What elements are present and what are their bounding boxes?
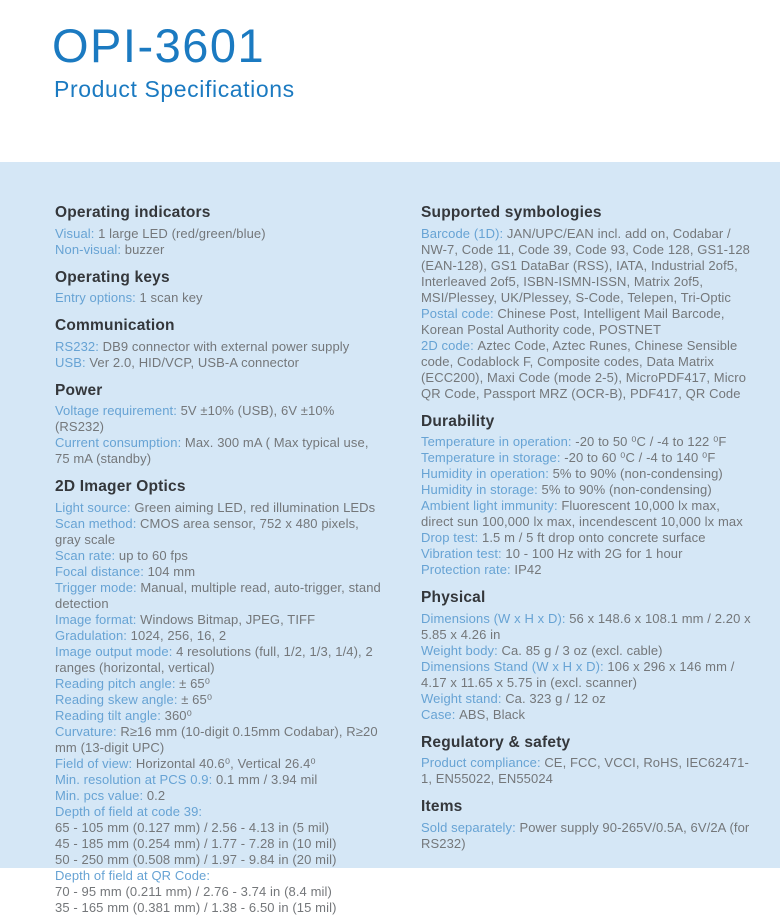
spec-label: Curvature: bbox=[55, 723, 117, 739]
spec-value: 5% to 90% (non-condensing) bbox=[552, 466, 723, 482]
spec-row bbox=[421, 546, 751, 562]
spec-row bbox=[55, 516, 385, 548]
spec-label: Visual: bbox=[55, 225, 95, 241]
spec-label: Weight stand: bbox=[421, 690, 502, 706]
spec-row bbox=[55, 628, 385, 644]
spec-row bbox=[55, 403, 385, 435]
spec-label: Image format: bbox=[55, 611, 137, 627]
spec-value: ± 65⁰ bbox=[181, 691, 213, 707]
spec-section bbox=[421, 734, 751, 788]
spec-panel bbox=[0, 162, 780, 915]
spec-value: Manual, multiple read, auto-trigger, stand detection bbox=[55, 579, 381, 611]
spec-value: 1024, 256, 16, 2 bbox=[130, 627, 227, 643]
spec-section bbox=[55, 204, 385, 258]
spec-section bbox=[421, 204, 751, 402]
spec-label: Product compliance: bbox=[421, 755, 541, 771]
spec-row bbox=[55, 548, 385, 564]
spec-label: Gradulation: bbox=[55, 627, 128, 643]
spec-row bbox=[55, 612, 385, 628]
spec-row bbox=[55, 852, 385, 868]
section-heading: Supported symbologies bbox=[421, 204, 602, 221]
spec-value: 0.2 bbox=[146, 787, 166, 803]
spec-row bbox=[421, 755, 751, 787]
spec-row bbox=[55, 644, 385, 676]
spec-value: 4 resolutions (full, 1/2, 1/3, 1/4), 2 ranges (horizontal, vertical) bbox=[55, 643, 373, 675]
spec-row bbox=[55, 772, 385, 788]
spec-row bbox=[421, 691, 751, 707]
spec-value: Ver 2.0, HID/VCP, USB-A connector bbox=[89, 354, 300, 370]
spec-value: Aztec Code, Aztec Runes, Chinese Sensible code, Codablock F, Composite codes, Data Matrix (ECC200), Maxi Code (mode 2-5), MicroPDF417, Micro QR Code, Passport MRZ (OCR-B), PDF417, QR Code bbox=[421, 337, 747, 401]
spec-value: Windows Bitmap, JPEG, TIFF bbox=[140, 611, 316, 627]
spec-row bbox=[421, 434, 751, 450]
spec-value: 5% to 90% (non-condensing) bbox=[541, 482, 712, 498]
spec-value: Power supply 90-265V/0.5A, 6V/2A (for RS232) bbox=[421, 819, 750, 851]
spec-row bbox=[421, 643, 751, 659]
spec-label: Trigger mode: bbox=[55, 579, 137, 595]
spec-row bbox=[421, 466, 751, 482]
spec-row bbox=[55, 756, 385, 772]
spec-label: Field of view: bbox=[55, 755, 133, 771]
spec-row bbox=[55, 836, 385, 852]
spec-label: Drop test: bbox=[421, 530, 479, 546]
section-heading: Regulatory & safety bbox=[421, 733, 571, 751]
spec-value: CE, FCC, VCCI, RoHS, IEC62471-1, EN55022, EN55024 bbox=[421, 755, 749, 787]
spec-row bbox=[55, 708, 385, 724]
spec-value: 106 x 296 x 146 mm / 4.17 x 11.65 x 5.75 in (excl. scanner) bbox=[421, 658, 735, 690]
spec-value: up to 60 fps bbox=[118, 547, 189, 563]
spec-label: Sold separately: bbox=[421, 819, 516, 835]
spec-row bbox=[421, 659, 751, 691]
spec-label: Dimensions Stand (W x H x D): bbox=[421, 658, 604, 674]
section-heading: Durability bbox=[421, 412, 495, 430]
spec-row bbox=[55, 290, 385, 306]
spec-section bbox=[55, 382, 385, 468]
spec-value: -20 to 60 ⁰C / -4 to 140 ⁰F bbox=[564, 450, 716, 466]
spec-row bbox=[421, 482, 751, 498]
spec-value: buzzer bbox=[124, 241, 165, 257]
spec-row bbox=[55, 339, 385, 355]
spec-row bbox=[421, 707, 751, 723]
spec-label: USB: bbox=[55, 354, 86, 370]
spec-row bbox=[55, 868, 385, 884]
spec-row bbox=[55, 564, 385, 580]
spec-value: Ca. 85 g / 3 oz (excl. cable) bbox=[501, 642, 663, 658]
spec-section bbox=[55, 269, 385, 307]
page-title: OPI-3601 bbox=[52, 19, 266, 72]
spec-row bbox=[55, 355, 385, 371]
spec-label: Light source: bbox=[55, 499, 131, 515]
spec-row bbox=[55, 580, 385, 612]
spec-label: Current consumption: bbox=[55, 435, 182, 451]
spec-label: Temperature in operation: bbox=[421, 434, 572, 450]
spec-value: 35 - 165 mm (0.381 mm) / 1.38 - 6.50 in (15 mil) bbox=[55, 899, 337, 915]
spec-row bbox=[421, 450, 751, 466]
spec-label: Min. pcs value: bbox=[55, 787, 144, 803]
section-heading: Communication bbox=[55, 317, 175, 335]
spec-label: Depth of field at QR Code: bbox=[55, 867, 211, 883]
spec-row bbox=[55, 900, 385, 916]
spec-row bbox=[421, 820, 751, 852]
section-heading: 2D Imager Optics bbox=[55, 478, 186, 496]
spec-value: Horizontal 40.6⁰, Vertical 26.4⁰ bbox=[135, 755, 316, 771]
spec-label: Reading pitch angle: bbox=[55, 675, 176, 691]
spec-row bbox=[421, 306, 751, 338]
spec-label: Protection rate: bbox=[421, 562, 511, 578]
spec-row bbox=[55, 884, 385, 900]
spec-label: Dimensions (W x H x D): bbox=[421, 610, 566, 626]
spec-row bbox=[421, 611, 751, 643]
spec-value: Green aiming LED, red illumination LEDs bbox=[134, 499, 376, 515]
spec-value: ABS, Black bbox=[459, 706, 526, 722]
spec-row bbox=[55, 435, 385, 467]
spec-value: 1 scan key bbox=[139, 290, 203, 306]
spec-label: RS232: bbox=[55, 338, 99, 354]
spec-label: Humidity in operation: bbox=[421, 466, 549, 482]
section-heading: Items bbox=[421, 798, 463, 816]
spec-label: Image output mode: bbox=[55, 643, 173, 659]
spec-label: Entry options: bbox=[55, 290, 136, 306]
spec-value: 1 large LED (red/green/blue) bbox=[98, 225, 266, 241]
spec-value: Max. 300 mA ( Max typical use, 75 mA (standby) bbox=[55, 435, 369, 467]
spec-value: 360⁰ bbox=[164, 707, 192, 723]
spec-row bbox=[421, 562, 751, 578]
spec-row bbox=[55, 724, 385, 756]
spec-row bbox=[55, 820, 385, 836]
spec-label: Reading tilt angle: bbox=[55, 707, 161, 723]
page-subtitle: Product Specifications bbox=[54, 76, 295, 103]
spec-value: 70 - 95 mm (0.211 mm) / 2.76 - 3.74 in (8.4 mil) bbox=[55, 883, 332, 899]
spec-label: Voltage requirement: bbox=[55, 403, 177, 419]
spec-label: Depth of field at code 39: bbox=[55, 803, 203, 819]
spec-value: 45 - 185 mm (0.254 mm) / 1.77 - 7.28 in (10 mil) bbox=[55, 835, 337, 851]
spec-row bbox=[55, 226, 385, 242]
spec-value: R≥16 mm (10-digit 0.15mm Codabar), R≥20 mm (13-digit UPC) bbox=[55, 723, 378, 755]
spec-row bbox=[55, 676, 385, 692]
spec-value: Fluorescent 10,000 lx max, direct sun 100,000 lx max, incendescent 10,000 lx max bbox=[421, 498, 743, 530]
spec-value: DB9 connector with external power supply bbox=[102, 338, 350, 354]
spec-value: 50 - 250 mm (0.508 mm) / 1.97 - 9.84 in (20 mil) bbox=[55, 851, 337, 867]
spec-value: 10 - 100 Hz with 2G for 1 hour bbox=[505, 546, 683, 562]
spec-label: Scan rate: bbox=[55, 547, 116, 563]
spec-row bbox=[421, 530, 751, 546]
spec-value: -20 to 50 ⁰C / -4 to 122 ⁰F bbox=[575, 434, 727, 450]
section-heading: Operating keys bbox=[55, 268, 170, 286]
spec-value: IP42 bbox=[514, 562, 542, 578]
spec-value: 65 - 105 mm (0.127 mm) / 2.56 - 4.13 in (5 mil) bbox=[55, 819, 330, 835]
spec-label: Vibration test: bbox=[421, 546, 502, 562]
spec-label: Weight body: bbox=[421, 642, 498, 658]
spec-label: Case: bbox=[421, 706, 456, 722]
spec-row bbox=[55, 242, 385, 258]
section-heading: Physical bbox=[421, 589, 486, 607]
spec-value: ± 65⁰ bbox=[179, 675, 211, 691]
spec-label: Scan method: bbox=[55, 515, 137, 531]
spec-value: 104 mm bbox=[147, 563, 196, 579]
spec-label: Barcode (1D): bbox=[421, 225, 504, 241]
spec-value: Ca. 323 g / 12 oz bbox=[505, 690, 606, 706]
spec-label: Non-visual: bbox=[55, 241, 122, 257]
page-header bbox=[0, 0, 780, 162]
spec-row bbox=[55, 692, 385, 708]
spec-row bbox=[55, 788, 385, 804]
spec-label: Temperature in storage: bbox=[421, 450, 561, 466]
spec-value: 5V ±10% (USB), 6V ±10% (RS232) bbox=[55, 403, 335, 435]
spec-section bbox=[421, 589, 751, 723]
spec-label: Reading skew angle: bbox=[55, 691, 178, 707]
spec-value: JAN/UPC/EAN incl. add on, Codabar / NW-7, Code 11, Code 39, Code 93, Code 128, GS1-128 (EAN-128), GS1 DataBar (RSS), IATA, Industrial 2of5, Interleaved 2of5, ISBN-ISMN-ISSN, Matrix 2of5, MSI/Plessey, UK/Plessey, S-Code, Telepen, Tri-Optic bbox=[421, 225, 750, 305]
spec-label: 2D code: bbox=[421, 337, 474, 353]
left-column bbox=[55, 204, 385, 916]
spec-label: Postal code: bbox=[421, 305, 494, 321]
spec-row bbox=[421, 226, 751, 306]
spec-section bbox=[421, 798, 751, 852]
section-heading: Power bbox=[55, 381, 103, 399]
spec-row bbox=[55, 500, 385, 516]
spec-value: 0.1 mm / 3.94 mil bbox=[215, 771, 318, 787]
spec-label: Humidity in storage: bbox=[421, 482, 538, 498]
section-heading: Operating indicators bbox=[55, 204, 211, 221]
spec-value: CMOS area sensor, 752 x 480 pixels, gray scale bbox=[55, 515, 359, 547]
spec-row bbox=[421, 338, 751, 402]
spec-section bbox=[421, 413, 751, 579]
spec-value: 56 x 148.6 x 108.1 mm / 2.20 x 5.85 x 4.26 in bbox=[421, 610, 751, 642]
spec-section bbox=[55, 478, 385, 916]
right-column bbox=[421, 204, 751, 852]
spec-label: Min. resolution at PCS 0.9: bbox=[55, 771, 213, 787]
spec-value: 1.5 m / 5 ft drop onto concrete surface bbox=[481, 530, 706, 546]
spec-label: Focal distance: bbox=[55, 563, 144, 579]
spec-row bbox=[55, 804, 385, 820]
spec-section bbox=[55, 317, 385, 371]
spec-row bbox=[421, 498, 751, 530]
spec-label: Ambient light immunity: bbox=[421, 498, 558, 514]
spec-value: Chinese Post, Intelligent Mail Barcode, Korean Postal Authority code, POSTNET bbox=[421, 305, 725, 337]
